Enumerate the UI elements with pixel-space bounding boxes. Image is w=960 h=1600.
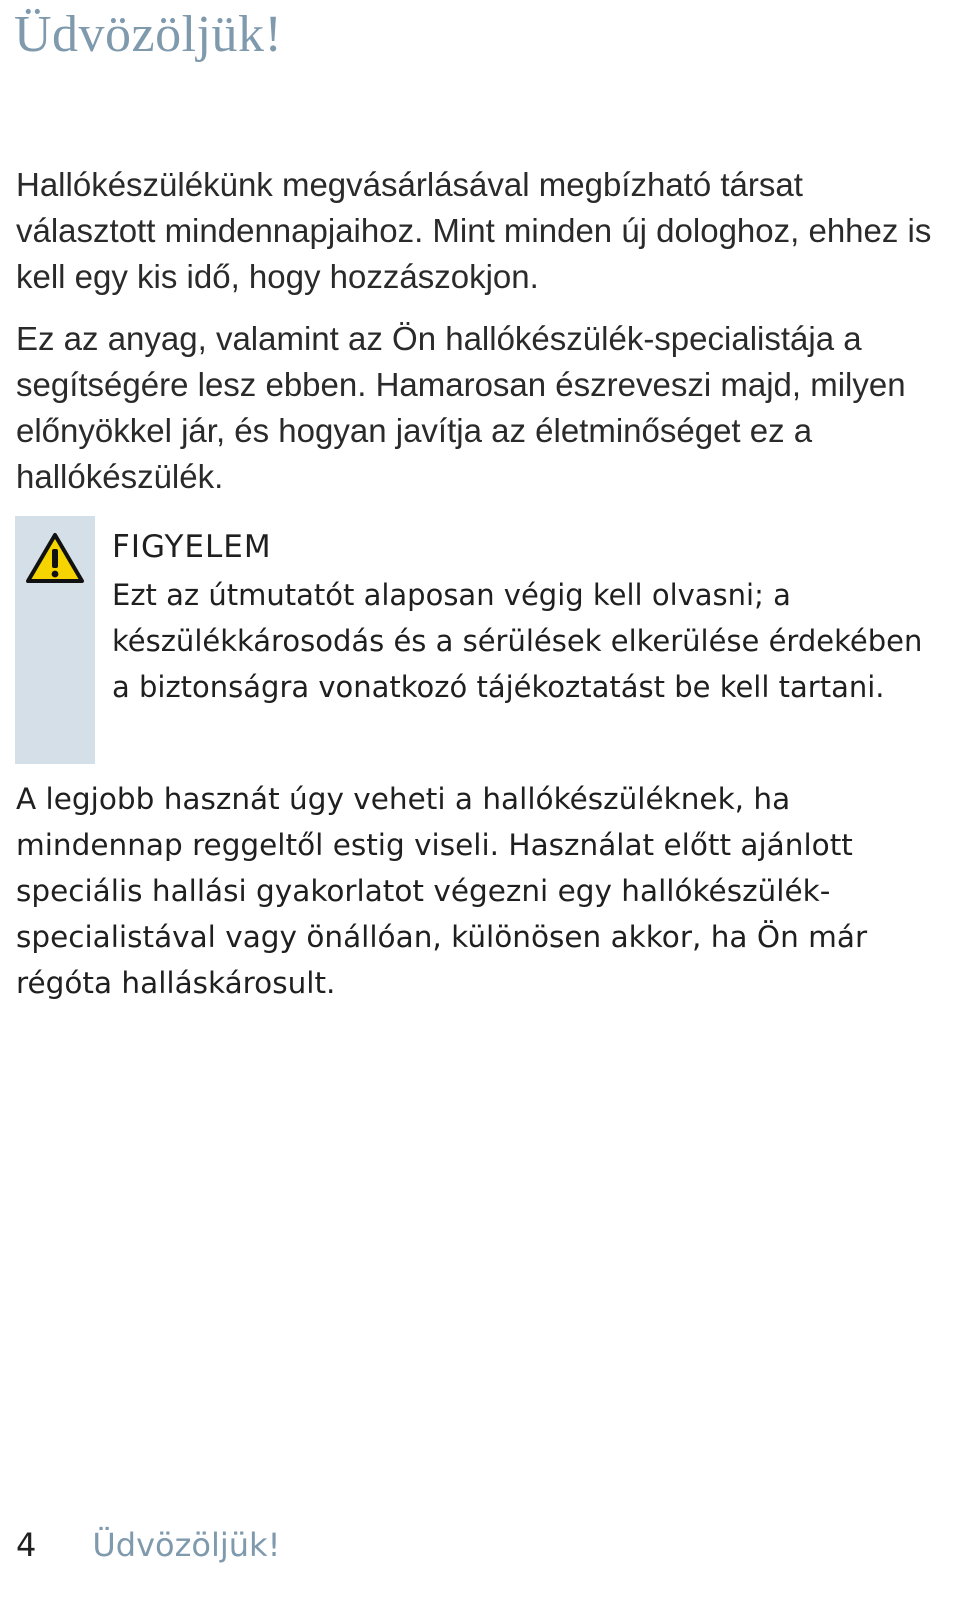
page-title: Üdvözöljük!	[14, 6, 283, 63]
warning-box	[15, 516, 945, 764]
warning-title: FIGYELEM	[112, 529, 272, 565]
intro-section	[16, 162, 946, 500]
warning-triangle-icon	[25, 532, 85, 584]
warning-body	[112, 524, 942, 710]
page-footer	[16, 1522, 280, 1568]
warning-text: Ezt az útmutatót alaposan végig kell olvasni; a készülékkárosodás és a sérülések elkerülése érdekében a biztonságra vonatkozó tájékoztatást be kell tartani.	[112, 578, 923, 704]
intro-paragraph-2: Ez az anyag, valamint az Ön hallókészülék-specialistája a segítségére lesz ebben. Hamarosan észreveszi majd, milyen előnyökkel jár, és hogyan javítja az életminőséget ez a hallókészülék.	[16, 320, 906, 495]
warning-side-bar	[15, 516, 95, 764]
intro-paragraph-1: Hallókészülékünk megvásárlásával megbízható társat választott mindennapjaihoz. Mint minden új dologhoz, ehhez is kell egy kis idő, hogy hozzászokjon.	[16, 166, 932, 295]
footer-section-title: Üdvözöljük!	[92, 1526, 281, 1564]
page-number: 4	[16, 1526, 37, 1564]
closing-paragraph: A legjobb hasznát úgy veheti a hallókészüléknek, ha mindennap reggeltől estig viseli. Használat előtt ajánlott speciális hallási gyakorlatot végezni egy hallókészülék-specialistával vagy önállóan, különösen akkor, ha Ön már régóta halláskárosult.	[16, 782, 868, 1000]
